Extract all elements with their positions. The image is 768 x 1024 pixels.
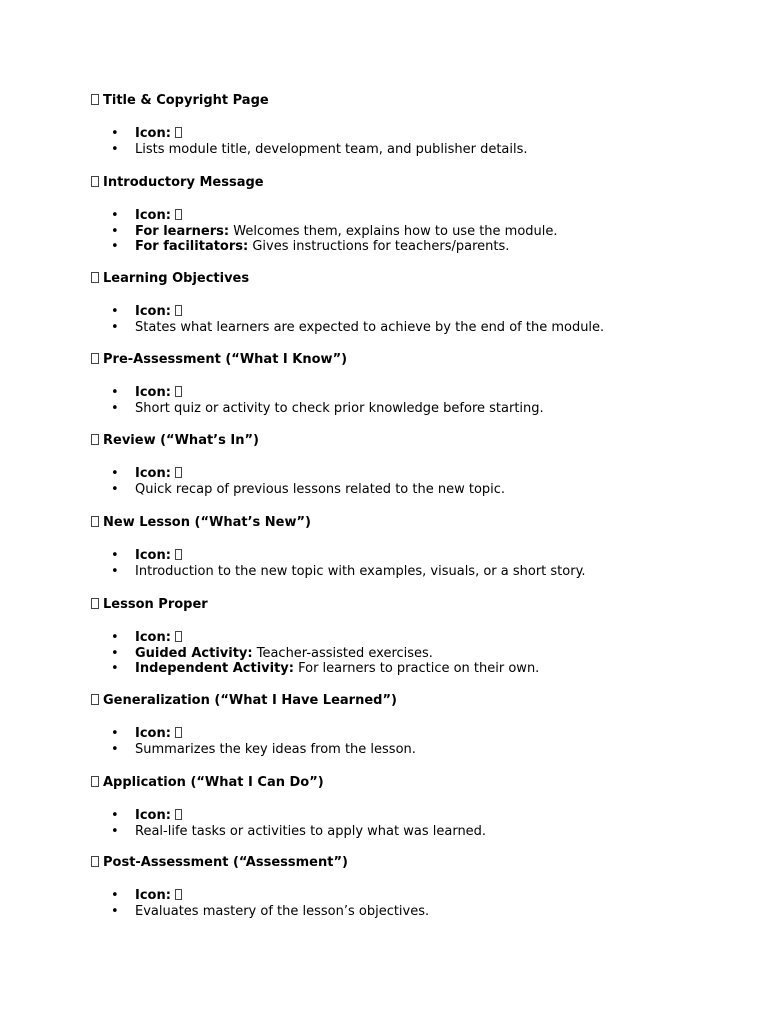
list-item: • Summarizes the key ideas from the lesson. — [91, 742, 731, 758]
missing-glyph-icon — [175, 631, 182, 642]
section-learning-objectives — [91, 271, 731, 335]
missing-glyph-icon — [175, 889, 182, 900]
section-generalization — [91, 693, 731, 757]
missing-glyph-icon — [175, 305, 182, 316]
section-title-copyright — [91, 93, 731, 157]
missing-glyph-icon — [175, 809, 182, 820]
list-item: • Icon: — [91, 726, 731, 742]
list-item: • For facilitators: Gives instructions for teachers/parents. — [91, 239, 731, 255]
missing-glyph-icon — [91, 856, 99, 867]
section-introductory-message — [91, 175, 731, 255]
list-item: • Guided Activity: Teacher-assisted exercises. — [91, 646, 731, 662]
missing-glyph-icon — [91, 353, 99, 364]
bullet-list — [91, 548, 731, 579]
section-review — [91, 433, 731, 497]
list-item: • Real-life tasks or activities to apply what was learned. — [91, 824, 731, 840]
list-item: • Icon: — [91, 808, 731, 824]
section-new-lesson — [91, 515, 731, 579]
section-lesson-proper — [91, 597, 731, 677]
section-heading: Introductory Message — [91, 175, 731, 191]
list-item: • Icon: — [91, 126, 731, 142]
bullet-list — [91, 630, 731, 677]
section-heading: Title & Copyright Page — [91, 93, 731, 109]
missing-glyph-icon — [175, 549, 182, 560]
list-item: • Icon: — [91, 888, 731, 904]
list-item: • Icon: — [91, 630, 731, 646]
section-post-assessment — [91, 855, 731, 919]
list-item: • Icon: — [91, 385, 731, 401]
section-heading: Learning Objectives — [91, 271, 731, 287]
missing-glyph-icon — [91, 516, 99, 527]
bullet-list — [91, 888, 731, 919]
missing-glyph-icon — [175, 467, 182, 478]
section-heading: Pre-Assessment (“What I Know”) — [91, 352, 731, 368]
section-pre-assessment — [91, 352, 731, 416]
section-heading: Review (“What’s In”) — [91, 433, 731, 449]
missing-glyph-icon — [175, 127, 182, 138]
section-heading: Application (“What I Can Do”) — [91, 775, 731, 791]
section-heading: Generalization (“What I Have Learned”) — [91, 693, 731, 709]
list-item: • Lists module title, development team, and publisher details. — [91, 142, 731, 158]
missing-glyph-icon — [91, 434, 99, 445]
missing-glyph-icon — [175, 209, 182, 220]
list-item: • Icon: — [91, 304, 731, 320]
bullet-list — [91, 126, 731, 157]
section-heading: Lesson Proper — [91, 597, 731, 613]
list-item: • For learners: Welcomes them, explains how to use the module. — [91, 224, 731, 240]
list-item: • States what learners are expected to achieve by the end of the module. — [91, 320, 731, 336]
missing-glyph-icon — [175, 386, 182, 397]
missing-glyph-icon — [91, 598, 99, 609]
bullet-list — [91, 208, 731, 255]
bullet-list — [91, 808, 731, 839]
list-item: • Introduction to the new topic with examples, visuals, or a short story. — [91, 564, 731, 580]
missing-glyph-icon — [91, 694, 99, 705]
section-application — [91, 775, 731, 839]
list-item: • Icon: — [91, 548, 731, 564]
bullet-list — [91, 466, 731, 497]
list-item: • Quick recap of previous lessons related to the new topic. — [91, 482, 731, 498]
section-heading: New Lesson (“What’s New”) — [91, 515, 731, 531]
bullet-list — [91, 726, 731, 757]
missing-glyph-icon — [175, 727, 182, 738]
bullet-list — [91, 385, 731, 416]
missing-glyph-icon — [91, 94, 99, 105]
missing-glyph-icon — [91, 776, 99, 787]
missing-glyph-icon — [91, 272, 99, 283]
missing-glyph-icon — [91, 176, 99, 187]
list-item: • Icon: — [91, 208, 731, 224]
section-heading: Post-Assessment (“Assessment”) — [91, 855, 731, 871]
list-item: • Independent Activity: For learners to practice on their own. — [91, 661, 731, 677]
bullet-list — [91, 304, 731, 335]
list-item: • Icon: — [91, 466, 731, 482]
list-item: • Evaluates mastery of the lesson’s objectives. — [91, 904, 731, 920]
list-item: • Short quiz or activity to check prior knowledge before starting. — [91, 401, 731, 417]
